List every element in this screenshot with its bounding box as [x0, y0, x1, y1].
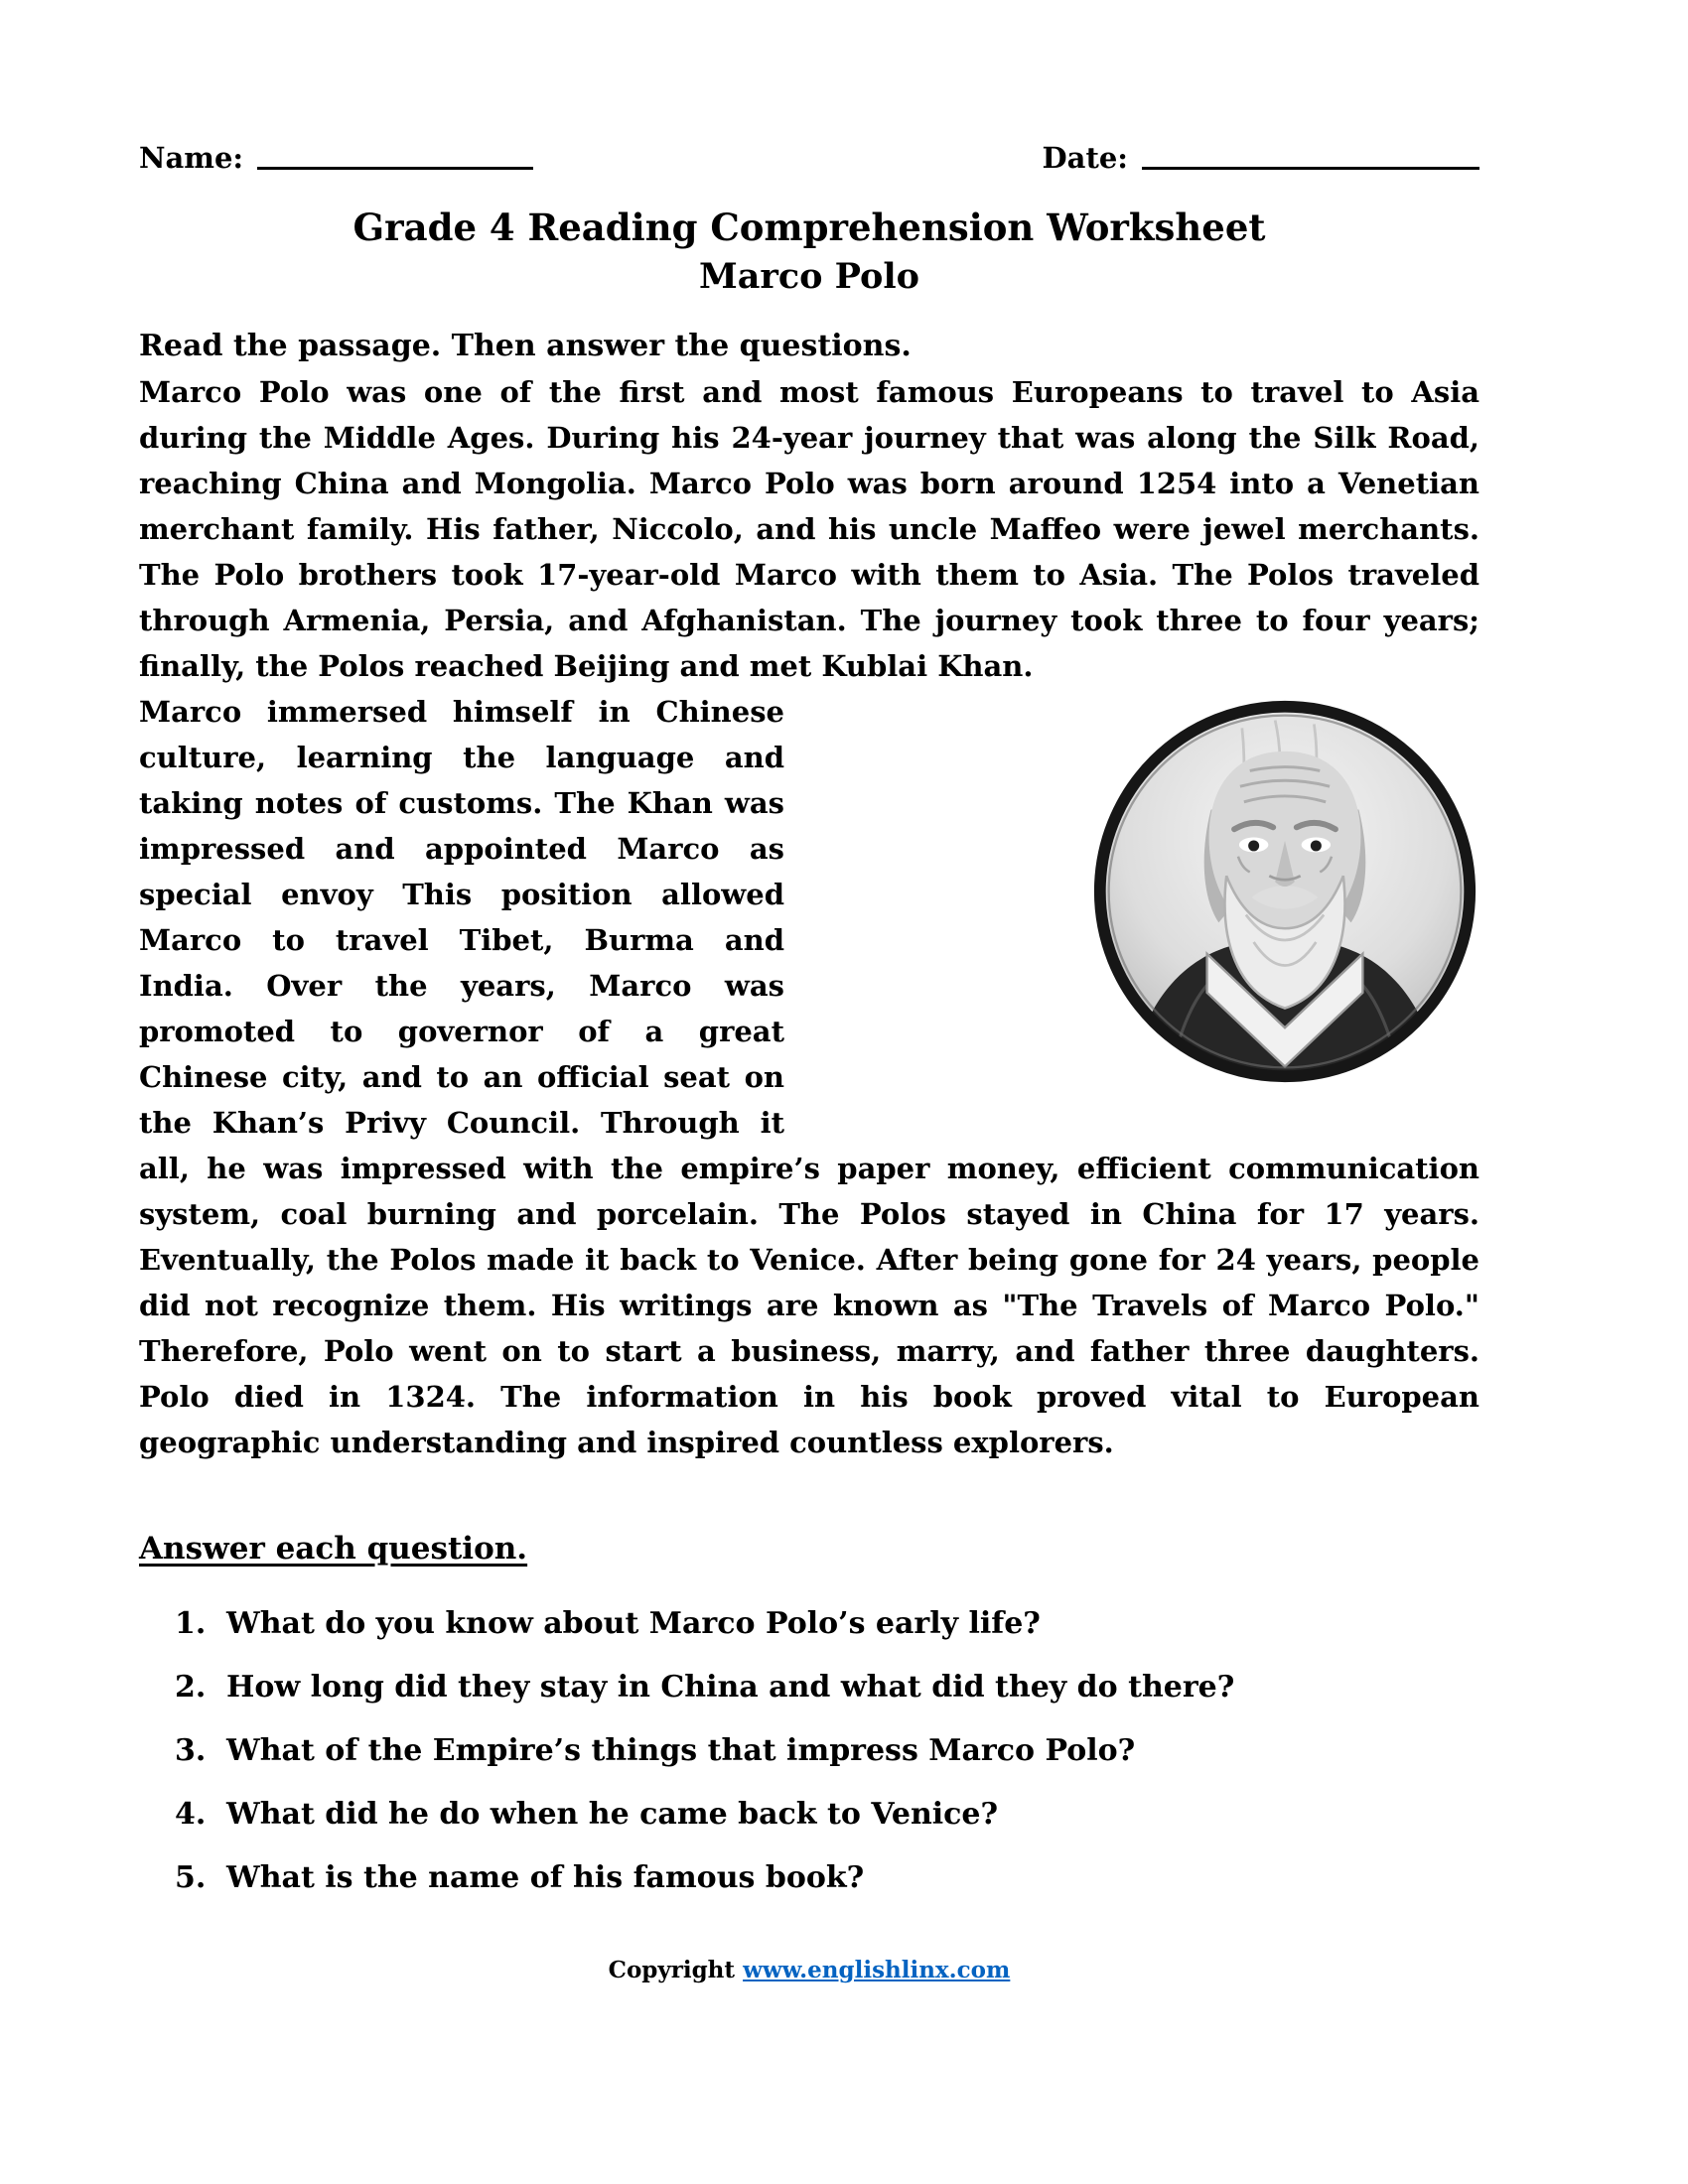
copyright-link[interactable]: www.englishlinx.com — [743, 1957, 1011, 1984]
question-item-2: How long did they stay in China and what did they do there? — [226, 1670, 1235, 1706]
footer-copyright — [139, 1957, 1479, 1983]
marco-polo-portrait-image — [1090, 697, 1479, 1086]
question-item-3: What of the Empire’s things that impress Marco Polo? — [226, 1733, 1136, 1769]
date-blank-line[interactable] — [1142, 144, 1479, 170]
question-list — [139, 1604, 1479, 1897]
date-field — [1043, 141, 1480, 175]
worksheet-subtitle: Marco Polo — [698, 256, 920, 298]
question-item-1: What do you know about Marco Polo’s early life? — [226, 1606, 1041, 1642]
passage — [139, 369, 1479, 1465]
passage-part2: Marco immersed himself in Chinese culture, learning the language and taking notes of customs. The Khan was impressed and appointed Marco as special envoy This position allowed Marco to travel Tibet, Burma and India. Over the years, Marco was promoted to governor of a great Chinese city, and to an official seat on the Khan’s Privy Council. Through it all, he was impressed with the empire’s paper money, efficient communication system, coal burning and porcelain. The Polos stayed in China for 17 years. — [139, 695, 1479, 1232]
name-label: Name: — [139, 141, 244, 175]
passage-part3: Eventually, the Polos made it back to Venice. After being gone for 24 years, people did not recognize them. His writings are known as "The Travels of Marco Polo." Therefore, Polo went on to start a business, marry, and father three daughters. Polo died in 1324. The information in his book proved vital to European geographic understanding and inspired countless explorers. — [139, 1243, 1479, 1460]
passage-part1: Marco Polo was one of the first and most famous Europeans to travel to Asia during the Middle Ages. During his 24-year journey that was along the Silk Road, reaching China and Mongolia. Marco Polo was born around 1254 into a Venetian merchant family. His father, Niccolo, and his uncle Maffeo were jewel merchants. The Polo brothers took 17-year-old Marco with them to Asia. The Polos traveled through Armenia, Persia, and Afghanistan. The journey took three to four years; finally, the Polos reached Beijing and met Kublai Khan. — [139, 375, 1479, 684]
question-item-4: What did he do when he came back to Venice? — [226, 1797, 999, 1833]
worksheet-title: Grade 4 Reading Comprehension Worksheet — [352, 205, 1266, 249]
portrait-figure — [784, 689, 1479, 1122]
copyright-label: Copyright — [608, 1957, 736, 1984]
passage-part2-wrap — [139, 689, 1479, 1465]
date-label: Date: — [1042, 141, 1128, 175]
answer-heading: Answer each question. — [139, 1531, 528, 1568]
question-item-5: What is the name of his famous book? — [226, 1860, 865, 1896]
name-blank-line[interactable] — [257, 144, 533, 170]
instructions-text: Read the passage. Then answer the questions. — [139, 329, 912, 364]
name-field — [139, 141, 533, 175]
header-row — [139, 141, 1479, 175]
